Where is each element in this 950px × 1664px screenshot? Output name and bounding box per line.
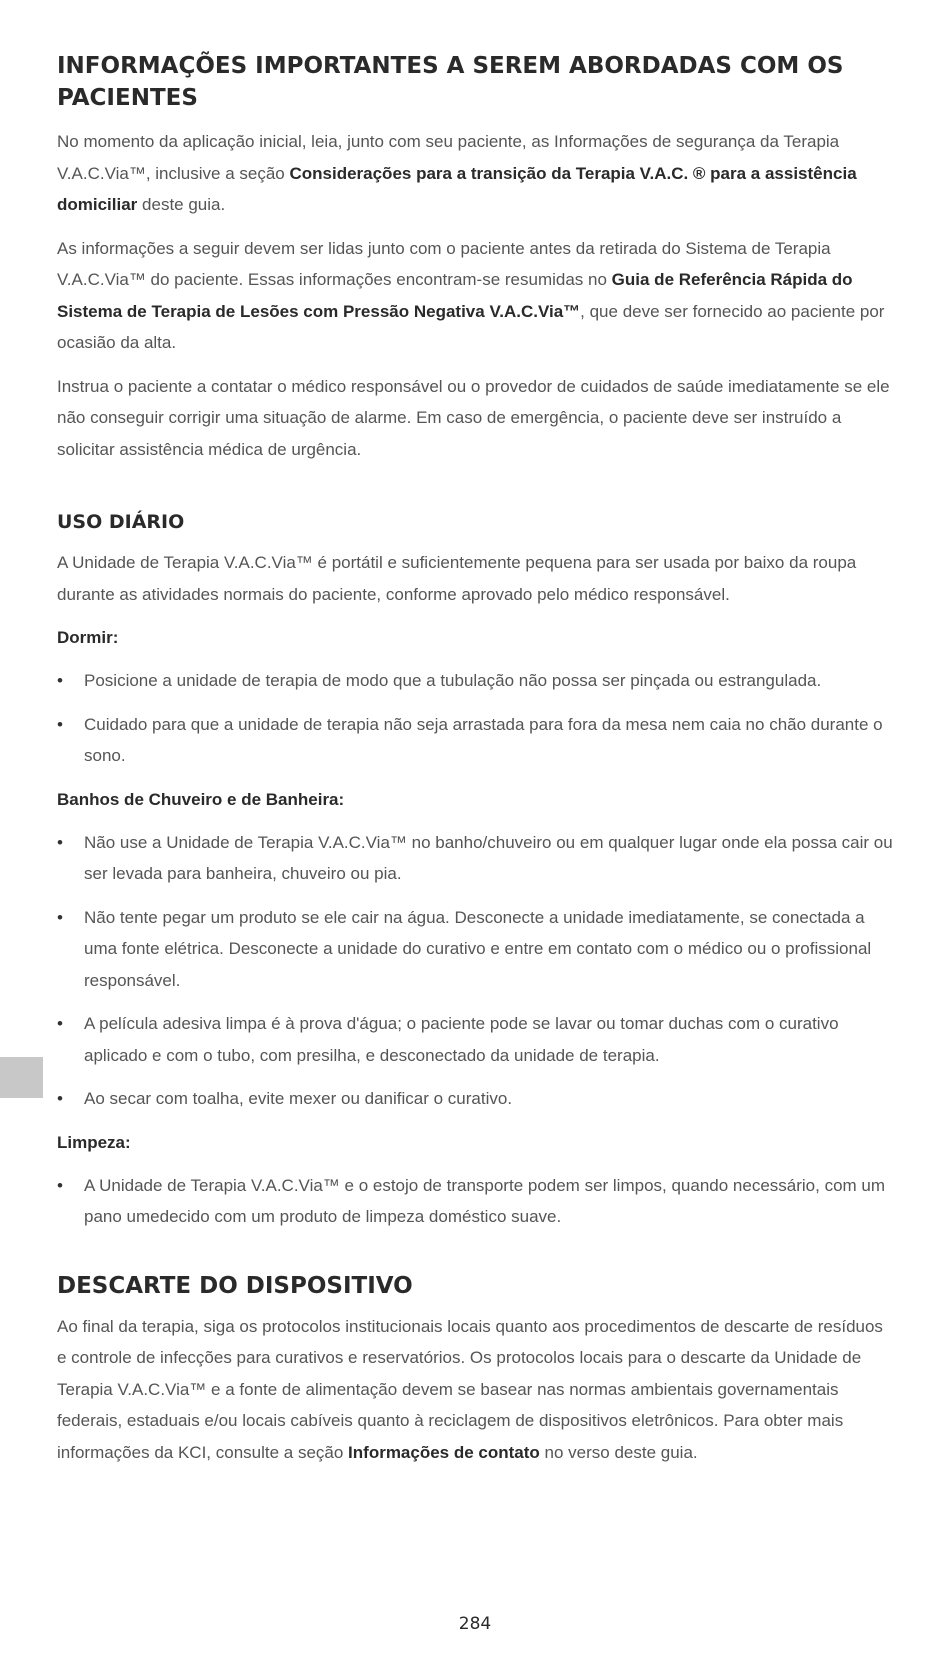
bullet-icon: •	[57, 1175, 63, 1195]
bullet-icon: •	[57, 714, 63, 734]
page-content	[57, 50, 897, 1480]
bullet-icon: •	[57, 832, 63, 852]
text-segment: As informações a seguir devem ser lidas junto com o paciente antes da retirada do Sistema de Terapia V.A.C.Via™ do paciente. Essas informações encontram-se resumidas no	[57, 238, 831, 289]
bullet-icon: •	[57, 907, 63, 927]
list-item	[57, 1170, 897, 1233]
paragraph-alarm-instructions: Instrua o paciente a contatar o médico responsável ou o provedor de cuidados de saúde imediatamente se ele não conseguir corrigir uma situação de alarme. Em caso de emergência, o paciente deve ser instruído a solicitar assistência médica de urgência.	[57, 376, 890, 459]
bold-reference-transition: Considerações para a transição da Terapia V.A.C. ® para a assistência domiciliar	[57, 163, 857, 214]
page-number: 284	[458, 1614, 492, 1634]
subheading-sleep: Dormir:	[57, 628, 119, 647]
text-segment: No momento da aplicação inicial, leia, junto com seu paciente, as Informações de segurança da Terapia V.A.C.Via™, inclusive a seção	[57, 132, 840, 183]
paragraph-daily-use-intro: A Unidade de Terapia V.A.C.Via™ é portátil e suficientemente pequena para ser usada por baixo da roupa durante as atividades normais do paciente, conforme aprovado pelo médico responsável.	[57, 553, 857, 604]
list-item	[57, 1083, 897, 1115]
list-item	[57, 827, 897, 890]
paragraph-initial-application	[57, 126, 897, 221]
text-segment: deste guia.	[137, 195, 226, 214]
bold-reference-contact: Informações de contato	[348, 1442, 540, 1462]
list-item-text: Não use a Unidade de Terapia V.A.C.Via™ no banho/chuveiro ou em qualquer lugar onde ela possa cair ou ser levada para banheira, chuveiro ou pia.	[84, 832, 893, 883]
list-item-text: Não tente pegar um produto se ele cair na água. Desconecte a unidade imediatamente, se conectada a uma fonte elétrica. Desconecte a unidade do curativo e entre em contato com o médico ou o profissional responsável.	[84, 907, 872, 990]
bullet-icon: •	[57, 1089, 63, 1108]
list-item-text: Cuidado para que a unidade de terapia não seja arrastada para fora da mesa nem caia no chão durante o sono.	[84, 714, 883, 765]
bullet-icon: •	[57, 671, 63, 690]
subheading-cleaning: Limpeza:	[57, 1132, 131, 1152]
text-segment: no verso deste guia.	[539, 1442, 698, 1462]
heading-important-information: INFORMAÇÕES IMPORTANTES A SEREM ABORDADAS COM OS PACIENTES	[57, 53, 844, 111]
bullet-icon: •	[57, 1014, 63, 1033]
list-item	[57, 665, 897, 697]
bold-reference-quick-guide: Guia de Referência Rápida do Sistema de Terapia de Lesões com Pressão Negativa V.A.C.Via™	[57, 270, 853, 321]
heading-device-disposal: DESCARTE DO DISPOSITIVO	[57, 1272, 413, 1299]
list-item	[57, 1008, 897, 1071]
list-item-text: A Unidade de Terapia V.A.C.Via™ e o estojo de transporte podem ser limpos, quando necessário, com um pano umedecido com um produto de limpeza doméstico suave.	[84, 1175, 886, 1226]
side-tab-marker	[0, 1057, 43, 1098]
list-item-text: Ao secar com toalha, evite mexer ou danificar o curativo.	[84, 1089, 513, 1108]
text-segment: Ao final da terapia, siga os protocolos institucionais locais quanto aos procedimentos de descarte de resíduos e controle de infecções para curativos e reservatórios. Os protocolos locais para o descarte da Unidade de Terapia V.A.C.Via™ e a fonte de alimentação devem se basear nas normas ambientais governamentais federais, estaduais e/ou locais cabíveis quanto à reciclagem de dispositivos eletrônicos. Para obter mais informações da KCI, consulte a seção	[57, 1316, 883, 1462]
list-item	[57, 709, 897, 772]
heading-daily-use: USO DIÁRIO	[57, 511, 185, 533]
list-item-text: Posicione a unidade de terapia de modo que a tubulação não possa ser pinçada ou estrangulada.	[84, 671, 822, 690]
subheading-bath: Banhos de Chuveiro e de Banheira:	[57, 789, 345, 809]
text-segment: , que deve ser fornecido ao paciente por ocasião da alta.	[57, 301, 885, 352]
paragraph-before-removal	[57, 233, 897, 359]
list-item-text: A película adesiva limpa é à prova d'água; o paciente pode se lavar ou tomar duchas com o curativo aplicado e com o tubo, com presilha, e desconectado da unidade de terapia.	[84, 1014, 839, 1065]
list-sleep	[57, 665, 897, 772]
list-item	[57, 902, 897, 997]
paragraph-disposal	[57, 1311, 897, 1469]
list-cleaning	[57, 1170, 897, 1233]
list-bath	[57, 827, 897, 1115]
